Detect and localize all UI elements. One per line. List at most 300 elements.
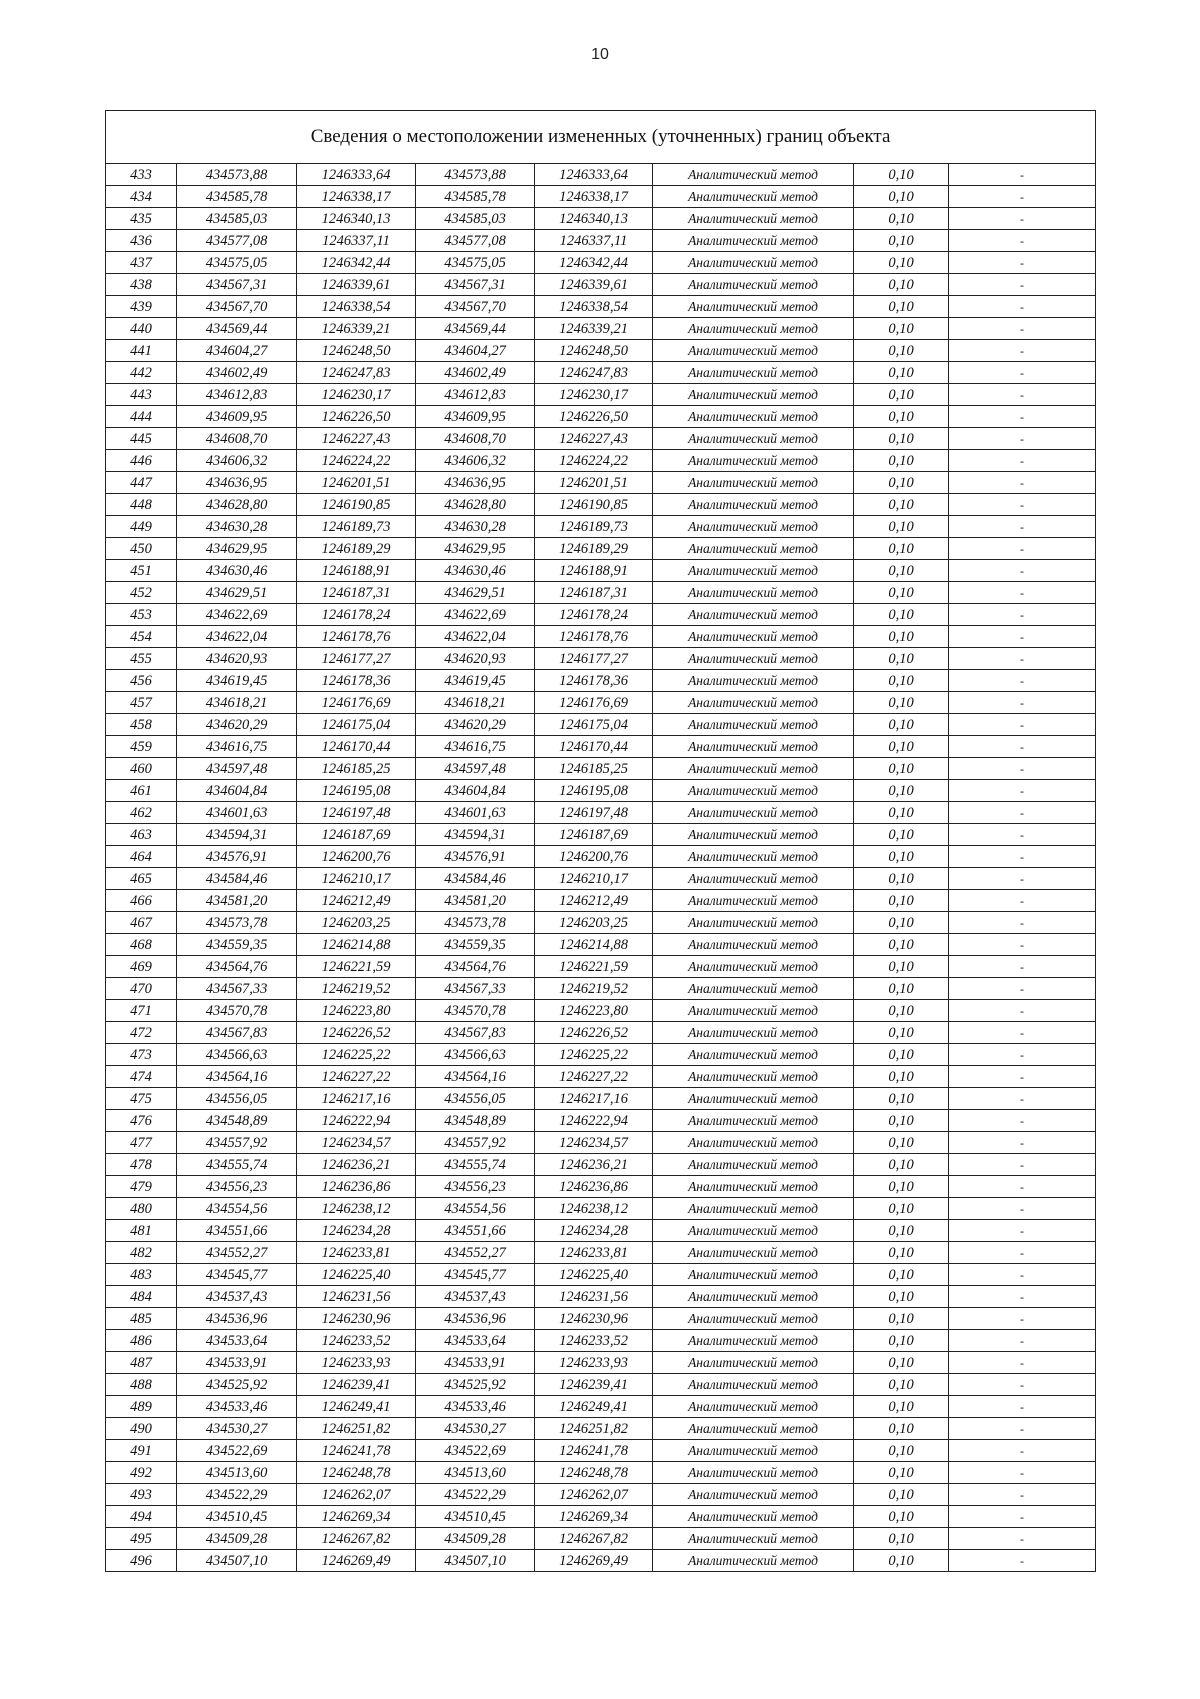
new-y-cell: 1246176,69 [535,692,653,714]
table-row [106,670,1096,692]
existing-y-cell: 1246188,91 [297,560,416,582]
table-row [106,230,1096,252]
method-cell: Аналитический метод [653,1374,854,1396]
existing-x-cell: 434630,46 [177,560,297,582]
accuracy-cell: 0,10 [854,1308,949,1330]
point-number-cell: 495 [106,1528,177,1550]
table-row [106,186,1096,208]
accuracy-cell: 0,10 [854,406,949,428]
new-x-cell: 434612,83 [416,384,535,406]
description-cell: - [949,934,1096,956]
table-body [106,164,1096,1572]
existing-x-cell: 434609,95 [177,406,297,428]
description-cell: - [949,406,1096,428]
method-cell: Аналитический метод [653,318,854,340]
existing-y-cell: 1246189,73 [297,516,416,538]
accuracy-cell: 0,10 [854,1154,949,1176]
table-row [106,274,1096,296]
method-cell: Аналитический метод [653,450,854,472]
method-cell: Аналитический метод [653,582,854,604]
new-y-cell: 1246223,80 [535,1000,653,1022]
point-number-cell: 445 [106,428,177,450]
method-cell: Аналитический метод [653,692,854,714]
new-y-cell: 1246231,56 [535,1286,653,1308]
existing-y-cell: 1246185,25 [297,758,416,780]
existing-y-cell: 1246251,82 [297,1418,416,1440]
table-row [106,626,1096,648]
table-row [106,1264,1096,1286]
new-x-cell: 434602,49 [416,362,535,384]
point-number-cell: 465 [106,868,177,890]
existing-x-cell: 434522,69 [177,1440,297,1462]
point-number-cell: 449 [106,516,177,538]
point-number-cell: 453 [106,604,177,626]
new-y-cell: 1246185,25 [535,758,653,780]
point-number-cell: 468 [106,934,177,956]
point-number-cell: 437 [106,252,177,274]
new-x-cell: 434577,08 [416,230,535,252]
existing-x-cell: 434567,31 [177,274,297,296]
existing-y-cell: 1246217,16 [297,1088,416,1110]
accuracy-cell: 0,10 [854,186,949,208]
new-y-cell: 1246178,76 [535,626,653,648]
description-cell: - [949,648,1096,670]
method-cell: Аналитический метод [653,1352,854,1374]
new-y-cell: 1246247,83 [535,362,653,384]
new-y-cell: 1246337,11 [535,230,653,252]
existing-y-cell: 1246190,85 [297,494,416,516]
table-row [106,494,1096,516]
description-cell: - [949,780,1096,802]
new-x-cell: 434629,51 [416,582,535,604]
new-x-cell: 434555,74 [416,1154,535,1176]
existing-y-cell: 1246233,81 [297,1242,416,1264]
accuracy-cell: 0,10 [854,1396,949,1418]
point-number-cell: 480 [106,1198,177,1220]
method-cell: Аналитический метод [653,1044,854,1066]
existing-x-cell: 434597,48 [177,758,297,780]
table-row [106,1044,1096,1066]
existing-x-cell: 434533,46 [177,1396,297,1418]
table-row [106,1374,1096,1396]
table-row [106,1242,1096,1264]
existing-y-cell: 1246189,29 [297,538,416,560]
new-x-cell: 434567,33 [416,978,535,1000]
method-cell: Аналитический метод [653,362,854,384]
new-y-cell: 1246224,22 [535,450,653,472]
existing-y-cell: 1246225,40 [297,1264,416,1286]
existing-x-cell: 434556,23 [177,1176,297,1198]
existing-y-cell: 1246339,61 [297,274,416,296]
new-x-cell: 434620,93 [416,648,535,670]
method-cell: Аналитический метод [653,208,854,230]
accuracy-cell: 0,10 [854,802,949,824]
method-cell: Аналитический метод [653,1066,854,1088]
point-number-cell: 447 [106,472,177,494]
existing-y-cell: 1246201,51 [297,472,416,494]
table-row [106,1154,1096,1176]
existing-x-cell: 434567,33 [177,978,297,1000]
existing-x-cell: 434554,56 [177,1198,297,1220]
new-x-cell: 434622,04 [416,626,535,648]
existing-x-cell: 434525,92 [177,1374,297,1396]
existing-x-cell: 434510,45 [177,1506,297,1528]
new-y-cell: 1246236,86 [535,1176,653,1198]
table-row [106,362,1096,384]
existing-y-cell: 1246337,11 [297,230,416,252]
method-cell: Аналитический метод [653,714,854,736]
description-cell: - [949,384,1096,406]
new-x-cell: 434601,63 [416,802,535,824]
new-y-cell: 1246340,13 [535,208,653,230]
new-x-cell: 434522,29 [416,1484,535,1506]
new-x-cell: 434573,88 [416,164,535,186]
point-number-cell: 436 [106,230,177,252]
new-x-cell: 434630,28 [416,516,535,538]
point-number-cell: 484 [106,1286,177,1308]
table-row [106,956,1096,978]
accuracy-cell: 0,10 [854,450,949,472]
point-number-cell: 450 [106,538,177,560]
point-number-cell: 494 [106,1506,177,1528]
description-cell: - [949,582,1096,604]
existing-x-cell: 434620,29 [177,714,297,736]
table-row [106,1506,1096,1528]
new-y-cell: 1246239,41 [535,1374,653,1396]
existing-x-cell: 434581,20 [177,890,297,912]
point-number-cell: 479 [106,1176,177,1198]
table-row [106,1176,1096,1198]
accuracy-cell: 0,10 [854,274,949,296]
accuracy-cell: 0,10 [854,890,949,912]
new-y-cell: 1246187,31 [535,582,653,604]
point-number-cell: 458 [106,714,177,736]
accuracy-cell: 0,10 [854,780,949,802]
new-x-cell: 434575,05 [416,252,535,274]
description-cell: - [949,1242,1096,1264]
table-row [106,1308,1096,1330]
point-number-cell: 439 [106,296,177,318]
description-cell: - [949,560,1096,582]
new-y-cell: 1246233,93 [535,1352,653,1374]
existing-x-cell: 434608,70 [177,428,297,450]
table-row [106,1066,1096,1088]
new-y-cell: 1246230,96 [535,1308,653,1330]
new-x-cell: 434573,78 [416,912,535,934]
accuracy-cell: 0,10 [854,692,949,714]
existing-y-cell: 1246338,54 [297,296,416,318]
point-number-cell: 460 [106,758,177,780]
accuracy-cell: 0,10 [854,1264,949,1286]
description-cell: - [949,802,1096,824]
method-cell: Аналитический метод [653,846,854,868]
point-number-cell: 491 [106,1440,177,1462]
description-cell: - [949,1440,1096,1462]
description-cell: - [949,736,1096,758]
method-cell: Аналитический метод [653,274,854,296]
point-number-cell: 464 [106,846,177,868]
new-y-cell: 1246333,64 [535,164,653,186]
accuracy-cell: 0,10 [854,758,949,780]
existing-x-cell: 434509,28 [177,1528,297,1550]
existing-x-cell: 434612,83 [177,384,297,406]
description-cell: - [949,846,1096,868]
existing-x-cell: 434620,93 [177,648,297,670]
existing-y-cell: 1246227,22 [297,1066,416,1088]
existing-y-cell: 1246226,50 [297,406,416,428]
new-y-cell: 1246203,25 [535,912,653,934]
point-number-cell: 489 [106,1396,177,1418]
description-cell: - [949,670,1096,692]
new-y-cell: 1246210,17 [535,868,653,890]
table-row [106,384,1096,406]
existing-y-cell: 1246236,21 [297,1154,416,1176]
table-row [106,1550,1096,1572]
new-y-cell: 1246241,78 [535,1440,653,1462]
point-number-cell: 469 [106,956,177,978]
accuracy-cell: 0,10 [854,1044,949,1066]
table-row [106,934,1096,956]
existing-y-cell: 1246342,44 [297,252,416,274]
new-y-cell: 1246178,36 [535,670,653,692]
new-y-cell: 1246339,21 [535,318,653,340]
existing-x-cell: 434564,76 [177,956,297,978]
existing-y-cell: 1246339,21 [297,318,416,340]
point-number-cell: 434 [106,186,177,208]
new-x-cell: 434507,10 [416,1550,535,1572]
accuracy-cell: 0,10 [854,428,949,450]
new-x-cell: 434545,77 [416,1264,535,1286]
table-row [106,1110,1096,1132]
new-y-cell: 1246189,73 [535,516,653,538]
existing-y-cell: 1246238,12 [297,1198,416,1220]
table-row [106,450,1096,472]
table-row [106,1352,1096,1374]
existing-x-cell: 434567,83 [177,1022,297,1044]
accuracy-cell: 0,10 [854,1198,949,1220]
existing-x-cell: 434551,66 [177,1220,297,1242]
existing-y-cell: 1246212,49 [297,890,416,912]
method-cell: Аналитический метод [653,736,854,758]
existing-y-cell: 1246230,96 [297,1308,416,1330]
description-cell: - [949,1154,1096,1176]
method-cell: Аналитический метод [653,1264,854,1286]
method-cell: Аналитический метод [653,494,854,516]
method-cell: Аналитический метод [653,1308,854,1330]
accuracy-cell: 0,10 [854,1286,949,1308]
new-y-cell: 1246200,76 [535,846,653,868]
point-number-cell: 448 [106,494,177,516]
description-cell: - [949,1330,1096,1352]
existing-x-cell: 434573,88 [177,164,297,186]
new-x-cell: 434530,27 [416,1418,535,1440]
new-x-cell: 434513,60 [416,1462,535,1484]
new-y-cell: 1246267,82 [535,1528,653,1550]
point-number-cell: 471 [106,1000,177,1022]
accuracy-cell: 0,10 [854,1462,949,1484]
existing-y-cell: 1246234,28 [297,1220,416,1242]
table-row [106,1000,1096,1022]
point-number-cell: 446 [106,450,177,472]
new-y-cell: 1246226,50 [535,406,653,428]
point-number-cell: 457 [106,692,177,714]
point-number-cell: 438 [106,274,177,296]
method-cell: Аналитический метод [653,230,854,252]
new-y-cell: 1246342,44 [535,252,653,274]
existing-y-cell: 1246177,27 [297,648,416,670]
existing-x-cell: 434619,45 [177,670,297,692]
existing-y-cell: 1246203,25 [297,912,416,934]
point-number-cell: 455 [106,648,177,670]
point-number-cell: 443 [106,384,177,406]
description-cell: - [949,824,1096,846]
existing-x-cell: 434604,27 [177,340,297,362]
existing-x-cell: 434536,96 [177,1308,297,1330]
new-y-cell: 1246233,81 [535,1242,653,1264]
accuracy-cell: 0,10 [854,604,949,626]
existing-y-cell: 1246224,22 [297,450,416,472]
new-x-cell: 434525,92 [416,1374,535,1396]
existing-x-cell: 434628,80 [177,494,297,516]
description-cell: - [949,912,1096,934]
description-cell: - [949,1528,1096,1550]
new-x-cell: 434533,46 [416,1396,535,1418]
method-cell: Аналитический метод [653,1286,854,1308]
existing-x-cell: 434630,28 [177,516,297,538]
description-cell: - [949,890,1096,912]
existing-y-cell: 1246225,22 [297,1044,416,1066]
new-y-cell: 1246225,22 [535,1044,653,1066]
point-number-cell: 490 [106,1418,177,1440]
new-y-cell: 1246178,24 [535,604,653,626]
new-x-cell: 434548,89 [416,1110,535,1132]
accuracy-cell: 0,10 [854,1000,949,1022]
accuracy-cell: 0,10 [854,208,949,230]
accuracy-cell: 0,10 [854,978,949,1000]
existing-y-cell: 1246223,80 [297,1000,416,1022]
table-row [106,868,1096,890]
accuracy-cell: 0,10 [854,252,949,274]
new-x-cell: 434509,28 [416,1528,535,1550]
table-row [106,1286,1096,1308]
point-number-cell: 487 [106,1352,177,1374]
method-cell: Аналитический метод [653,1022,854,1044]
existing-y-cell: 1246221,59 [297,956,416,978]
point-number-cell: 440 [106,318,177,340]
existing-y-cell: 1246231,56 [297,1286,416,1308]
accuracy-cell: 0,10 [854,1242,949,1264]
description-cell: - [949,758,1096,780]
method-cell: Аналитический метод [653,1176,854,1198]
description-cell: - [949,692,1096,714]
method-cell: Аналитический метод [653,1088,854,1110]
accuracy-cell: 0,10 [854,362,949,384]
new-x-cell: 434585,78 [416,186,535,208]
accuracy-cell: 0,10 [854,670,949,692]
new-y-cell: 1246188,91 [535,560,653,582]
existing-x-cell: 434584,46 [177,868,297,890]
new-x-cell: 434585,03 [416,208,535,230]
new-x-cell: 434606,32 [416,450,535,472]
new-x-cell: 434570,78 [416,1000,535,1022]
method-cell: Аналитический метод [653,1484,854,1506]
description-cell: - [949,208,1096,230]
method-cell: Аналитический метод [653,868,854,890]
existing-y-cell: 1246214,88 [297,934,416,956]
new-x-cell: 434581,20 [416,890,535,912]
accuracy-cell: 0,10 [854,560,949,582]
point-number-cell: 462 [106,802,177,824]
description-cell: - [949,296,1096,318]
new-y-cell: 1246175,04 [535,714,653,736]
point-number-cell: 435 [106,208,177,230]
existing-y-cell: 1246219,52 [297,978,416,1000]
accuracy-cell: 0,10 [854,1176,949,1198]
new-y-cell: 1246201,51 [535,472,653,494]
method-cell: Аналитический метод [653,1396,854,1418]
table-row [106,318,1096,340]
existing-x-cell: 434585,78 [177,186,297,208]
new-y-cell: 1246219,52 [535,978,653,1000]
point-number-cell: 481 [106,1220,177,1242]
existing-y-cell: 1246241,78 [297,1440,416,1462]
new-y-cell: 1246227,43 [535,428,653,450]
existing-y-cell: 1246197,48 [297,802,416,824]
description-cell: - [949,450,1096,472]
table-row [106,1440,1096,1462]
new-x-cell: 434567,31 [416,274,535,296]
table-row [106,340,1096,362]
new-x-cell: 434556,23 [416,1176,535,1198]
table-row [106,1396,1096,1418]
table-row [106,890,1096,912]
description-cell: - [949,1418,1096,1440]
existing-x-cell: 434530,27 [177,1418,297,1440]
accuracy-cell: 0,10 [854,164,949,186]
new-y-cell: 1246195,08 [535,780,653,802]
description-cell: - [949,1220,1096,1242]
accuracy-cell: 0,10 [854,736,949,758]
description-cell: - [949,1132,1096,1154]
description-cell: - [949,1484,1096,1506]
table-row [106,802,1096,824]
accuracy-cell: 0,10 [854,1506,949,1528]
new-y-cell: 1246187,69 [535,824,653,846]
existing-x-cell: 434604,84 [177,780,297,802]
new-x-cell: 434567,70 [416,296,535,318]
page-number: 10 [591,46,609,63]
method-cell: Аналитический метод [653,890,854,912]
method-cell: Аналитический метод [653,1418,854,1440]
existing-y-cell: 1246178,76 [297,626,416,648]
method-cell: Аналитический метод [653,1220,854,1242]
accuracy-cell: 0,10 [854,846,949,868]
existing-y-cell: 1246170,44 [297,736,416,758]
method-cell: Аналитический метод [653,384,854,406]
description-cell: - [949,362,1096,384]
new-y-cell: 1246339,61 [535,274,653,296]
description-cell: - [949,428,1096,450]
table-row [106,1418,1096,1440]
description-cell: - [949,1176,1096,1198]
description-cell: - [949,274,1096,296]
new-y-cell: 1246190,85 [535,494,653,516]
method-cell: Аналитический метод [653,560,854,582]
table-row [106,1528,1096,1550]
table-row [106,736,1096,758]
description-cell: - [949,252,1096,274]
method-cell: Аналитический метод [653,340,854,362]
